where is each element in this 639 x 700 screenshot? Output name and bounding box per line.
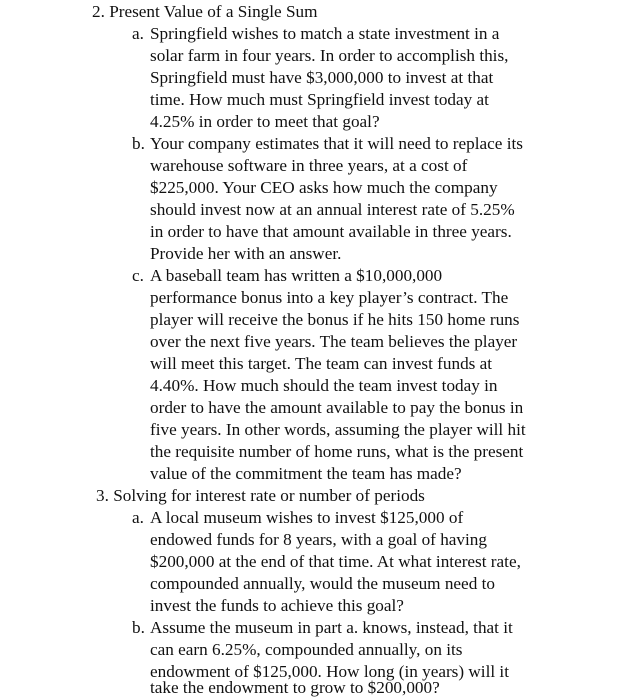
item-line: $200,000 at the end of that time. At what interest rate,	[150, 552, 521, 571]
section-number: 2.	[92, 2, 105, 21]
item-line: player will receive the bonus if he hits 150 home runs	[150, 310, 520, 329]
item-line: performance bonus into a key player’s contract. The	[150, 288, 509, 307]
item-line: Provide her with an answer.	[150, 244, 342, 263]
section-title: Present Value of a Single Sum	[109, 2, 318, 21]
item-line: 4.25% in order to meet that goal?	[150, 112, 380, 131]
item-line: Springfield must have $3,000,000 to invest at that	[150, 68, 494, 87]
item-line: invest the funds to achieve this goal?	[150, 596, 404, 615]
item-line: 4.40%. How much should the team invest today in	[150, 376, 498, 395]
item-line: endowment of $125,000. How long (in years) will it	[150, 662, 509, 681]
item-line: over the next five years. The team believes the player	[150, 332, 518, 351]
section-heading	[96, 485, 425, 507]
item-letter: c.	[132, 266, 144, 285]
item-line: Springfield wishes to match a state investment in a	[150, 24, 500, 43]
item-line: Your company estimates that it will need to replace its	[150, 134, 523, 153]
item-line: in order to have that amount available in three years.	[150, 222, 512, 241]
item-line: can earn 6.25%, compounded annually, on its	[150, 640, 463, 659]
item-line: the requisite number of home runs, what is the present	[150, 442, 524, 461]
item-line: value of the commitment the team has made?	[150, 464, 462, 483]
item-line: A local museum wishes to invest $125,000 of	[150, 508, 464, 527]
section-number: 3.	[96, 486, 109, 505]
item-letter: b.	[132, 134, 145, 153]
item-line: endowed funds for 8 years, with a goal of having	[150, 530, 487, 549]
item-line: will meet this target. The team can invest funds at	[150, 354, 493, 373]
section-heading	[92, 1, 317, 23]
item-line: Assume the museum in part a. knows, instead, that it	[150, 618, 513, 637]
item-line: time. How much must Springfield invest today at	[150, 90, 489, 109]
item-line: take the endowment to grow to $200,000?	[150, 678, 440, 697]
item-line: order to have the amount available to pay the bonus in	[150, 398, 524, 417]
item-line: A baseball team has written a $10,000,000	[150, 266, 443, 285]
item-line: compounded annually, would the museum need to	[150, 574, 495, 593]
item-line: solar farm in four years. In order to accomplish this,	[150, 46, 509, 65]
item-letter: a.	[132, 508, 144, 527]
section-title: Solving for interest rate or number of periods	[113, 486, 425, 505]
item-letter: b.	[132, 618, 145, 637]
item-line: warehouse software in three years, at a cost of	[150, 156, 468, 175]
item-line: should invest now at an annual interest rate of 5.25%	[150, 200, 515, 219]
item-letter: a.	[132, 24, 144, 43]
item-line: $225,000. Your CEO asks how much the company	[150, 178, 498, 197]
item-line: five years. In other words, assuming the player will hit	[150, 420, 526, 439]
